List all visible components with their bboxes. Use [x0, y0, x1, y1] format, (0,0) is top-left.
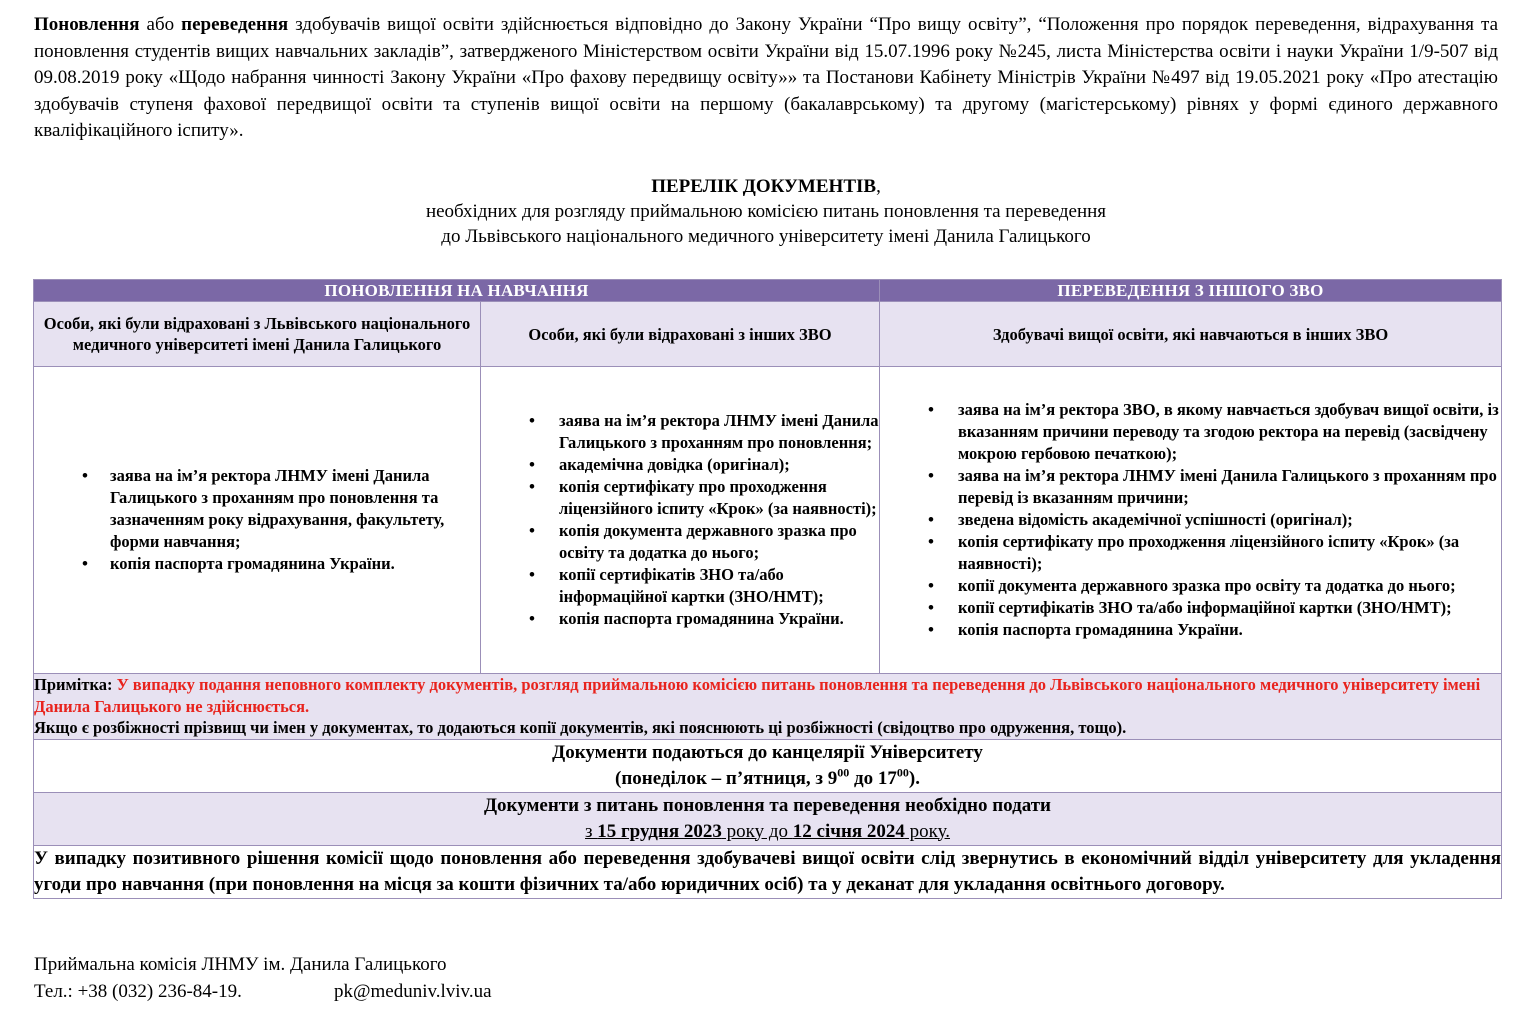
list-item: • копія паспорта громадянина України. [958, 619, 1501, 641]
heading-subtitle-2: до Львівського національного медичного університету імені Данила Галицького [441, 226, 1091, 247]
section-band-row [34, 280, 1502, 302]
deadline-line-1: Документи з питань поновлення та переведення необхідно подати [483, 794, 1052, 816]
page-title: ПЕРЕЛІК ДОКУМЕНТІВ [651, 176, 877, 197]
band-renewal: ПОНОВЛЕННЯ НА НАВЧАННЯ [34, 280, 880, 302]
documents-table [33, 279, 1502, 899]
intro-text-2: здобувачів вищої освіти здійснюється відповідно до Закону України “Про вищу освіту”, “Положення про порядок переведення, відрахування та поновлення студентів вищих навчальних закладів”, затвердженого Міністерством освіти України від 15.07.1996 року №245, листа Міністерства освіти і науки України 1/9-507 від 09.08.2019 року «Щодо набрання чинності Закону України «Про фахову передвищу освіту»» та Постанови Кабінету Міністрів України №497 від 19.05.2021 року «Про атестацію здобувачів ступеня фахової передвищої освіти та ступенів вищої освіти на першому (бакалаврському) та другому (магістерському) рівнях у формі єдиного державного кваліфікаційного іспиту». [34, 14, 1498, 141]
intro-paragraph [34, 12, 1498, 145]
office-hours-mid: до 17 [849, 767, 897, 789]
list-item: • копії сертифікатів ЗНО та/або інформаційної картки (ЗНО/НМТ); [958, 597, 1501, 619]
deadline-row [34, 792, 1502, 845]
positive-decision-cell: У випадку позитивного рішення комісії щодо поновлення або переведення здобувачеві вищої освіти слід звернутись в економічний відділ університету для укладення угоди про навчання (при поновлення на місця за кошти фізичних та/або юридичних осіб) та у деканат для укладання освітнього договору. [34, 845, 1502, 898]
title-comma: , [876, 176, 881, 197]
col1-list [110, 465, 480, 575]
col2-header: Особи, які були відраховані з інших ЗВО [481, 302, 880, 367]
list-item: • заява на ім’я ректора ЗВО, в якому навчається здобувач вищої освіти, із вказанням причини переводу та згодою ректора на перевід (засвідчену мокрою гербовою печаткою); [958, 399, 1501, 465]
list-item: • копії сертифікатів ЗНО та/або інформаційної картки (ЗНО/НМТ); [559, 564, 879, 608]
office-line-1: Документи подаються до канцелярії Університету [552, 741, 983, 763]
note-cell [34, 674, 1502, 740]
footer-contacts [34, 978, 492, 1005]
column-header-row [34, 302, 1502, 367]
band-transfer: ПЕРЕВЕДЕННЯ З ІНШОГО ЗВО [880, 280, 1502, 302]
list-item: • копія паспорта громадянина України. [110, 553, 480, 575]
heading-title-line [34, 174, 1498, 199]
office-hours-post: ). [908, 767, 920, 789]
note-label: Примітка: [34, 675, 113, 694]
office-cell [34, 739, 1502, 792]
document-heading [34, 174, 1498, 249]
list-item: • копія сертифікату про проходження ліцензійного іспиту «Крок» (за наявності); [559, 476, 879, 520]
list-item: • копія паспорта громадянина України. [559, 608, 879, 630]
deadline-dates [585, 821, 950, 842]
col2-list [559, 410, 879, 630]
list-item: • заява на ім’я ректора ЛНМУ імені Данила Галицького з проханням про поновлення; [559, 410, 879, 454]
note-warning: У випадку подання неповного комплекту документів, розгляд приймальною комісією питань поновлення та переведення до Львівського національного медичного університету імені Данила Галицького не здійснюється. [34, 675, 1481, 716]
list-item: • академічна довідка (оригінал); [559, 454, 879, 476]
footer [34, 951, 492, 1005]
list-item: • заява на ім’я ректора ЛНМУ імені Данила Галицького з проханням про перевід із вказанням причини; [958, 465, 1501, 509]
deadline-end: року. [904, 820, 950, 842]
note-name-mismatch: Якщо є розбіжності прізвищ чи імен у документах, то додаються копії документів, які пояснюють ці розбіжності (свідоцтво про одруження, тощо). [34, 718, 1127, 737]
col1-cell [34, 367, 481, 674]
office-hours-sup-start: 00 [837, 765, 850, 780]
documents-lists-row [34, 367, 1502, 674]
deadline-from: з [585, 820, 598, 842]
col3-cell [880, 367, 1502, 674]
list-item: • копія сертифікату про проходження ліцензійного іспиту «Крок» (за наявності); [958, 531, 1501, 575]
heading-subtitle-1: необхідних для розгляду приймальною комісією питань поновлення та переведення [425, 201, 1107, 222]
list-item: • зведена відомість академічної успішності (оригінал); [958, 509, 1501, 531]
col1-header: Особи, які були відраховані з Львівського національного медичного університеті імені Данила Галицького [34, 302, 481, 367]
list-item: • копія документа державного зразка про освіту та додатка до нього; [559, 520, 879, 564]
list-item: • заява на ім’я ректора ЛНМУ імені Данила Галицького з проханням про поновлення та зазначенням року відрахування, факультету, форми навчання; [110, 465, 480, 553]
office-hours-sup-end: 00 [896, 765, 909, 780]
footer-org: Приймальна комісія ЛНМУ ім. Данила Галицького [34, 954, 447, 975]
col3-header: Здобувачі вищої освіти, які навчаються в інших ЗВО [880, 302, 1502, 367]
office-row [34, 739, 1502, 792]
intro-bold-renewal: Поновлення [34, 14, 140, 35]
deadline-cell [34, 792, 1502, 845]
office-hours [615, 765, 920, 789]
deadline-start-date: 15 грудня 2023 [597, 820, 722, 842]
deadline-mid: року до [721, 820, 793, 842]
intro-text-1: або [139, 14, 182, 35]
deadline-end-date: 12 січня 2024 [792, 820, 905, 842]
col3-list [958, 399, 1501, 641]
footer-email[interactable]: pk@meduniv.lviv.ua [334, 981, 492, 1002]
positive-decision-row [34, 845, 1502, 898]
office-hours-pre: (понеділок – п’ятниця, з 9 [615, 767, 838, 789]
note-row [34, 674, 1502, 740]
intro-bold-transfer: переведення [181, 14, 289, 35]
footer-phone: Тел.: +38 (032) 236-84-19. [34, 981, 242, 1002]
list-item: • копії документа державного зразка про освіту та додатка до нього; [958, 575, 1501, 597]
col2-cell [481, 367, 880, 674]
